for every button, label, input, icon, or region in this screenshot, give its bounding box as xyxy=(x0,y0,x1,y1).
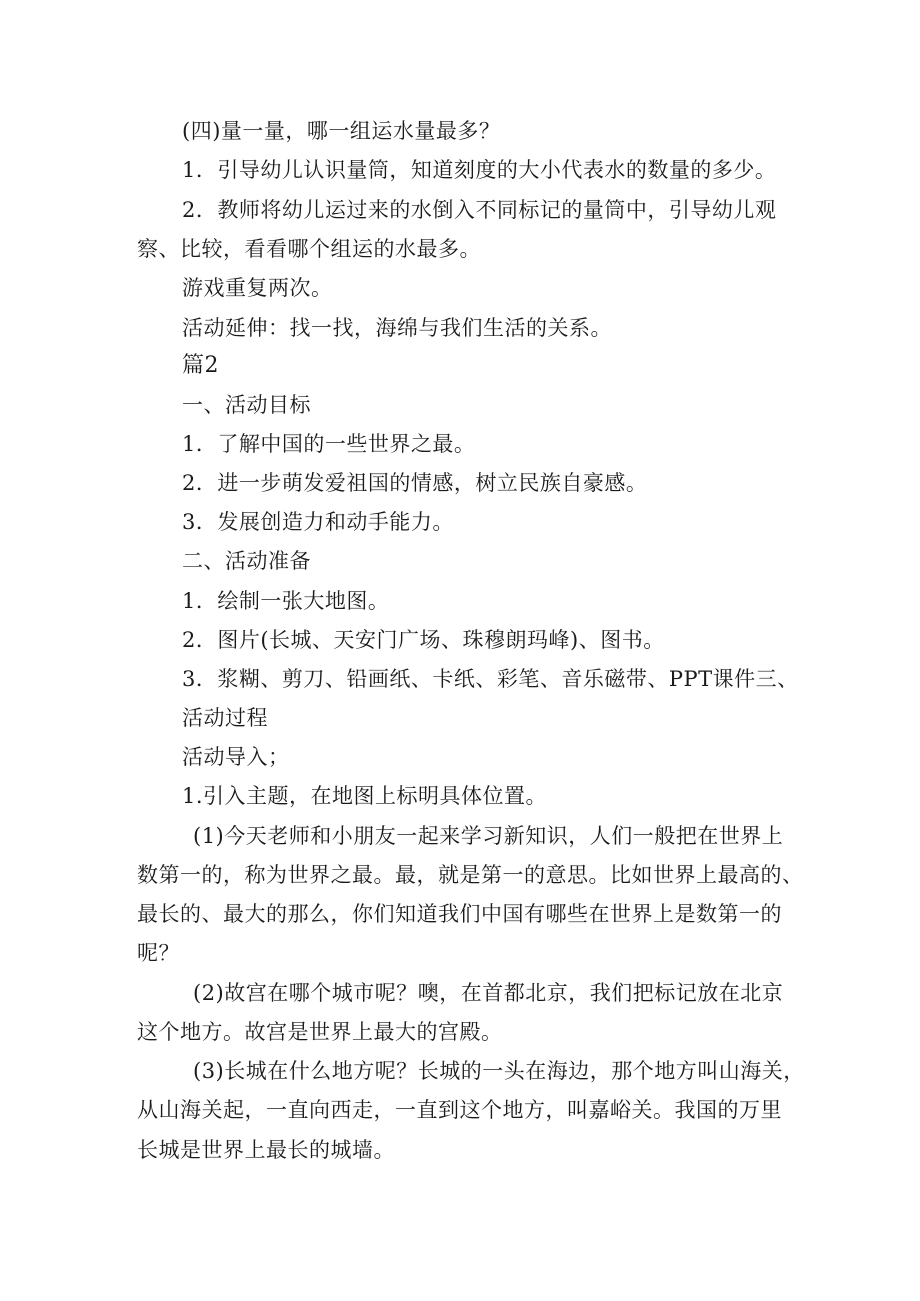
section-heading-measure: (四)量一量，哪一组运水量最多？ xyxy=(182,119,501,143)
paragraph-line: 2．教师将幼儿运过来的水倒入不同标记的量筒中，引导幼儿观 xyxy=(182,198,777,222)
paragraph-line: 活动导入； xyxy=(182,745,290,769)
paragraph-line: 察、比较，看看哪个组运的水最多。 xyxy=(137,237,481,261)
list-item: 1．了解中国的一些世界之最。 xyxy=(182,432,476,456)
paragraph-line: 1.引入主题，在地图上标明具体位置。 xyxy=(182,784,548,808)
section-heading-goals: 一、活动目标 xyxy=(182,393,311,417)
paragraph-line: 数第一的，称为世界之最。最，就是第一的意思。比如世界上最高的、 xyxy=(137,863,804,887)
list-item: 2．图片(长城、天安门广场、珠穆朗玛峰)、图书。 xyxy=(182,628,665,652)
paragraph-line: 游戏重复两次。 xyxy=(182,276,333,300)
paragraph-line: 这个地方。故宫是世界上最大的宫殿。 xyxy=(137,1020,503,1044)
paragraph-line: 呢？ xyxy=(137,941,180,965)
paragraph-line: (1)今天老师和小朋友一起来学习新知识，人们一般把在世界上 xyxy=(193,824,784,848)
chapter-heading: 篇2 xyxy=(182,353,219,378)
paragraph-line: (3)长城在什么地方呢？长城的一头在海边，那个地方叫山海关， xyxy=(193,1059,805,1083)
section-heading-preparation: 二、活动准备 xyxy=(182,549,311,573)
section-heading-process: 活动过程 xyxy=(182,706,268,730)
paragraph-line: 活动延伸：找一找，海绵与我们生活的关系。 xyxy=(182,316,612,340)
paragraph-line: (2)故宫在哪个城市呢？噢，在首都北京，我们把标记放在北京 xyxy=(193,981,784,1005)
list-item: 3．浆糊、剪刀、铅画纸、卡纸、彩笔、音乐磁带、PPT课件三、 xyxy=(182,667,799,691)
list-item: 1．绘制一张大地图。 xyxy=(182,589,390,613)
paragraph-line: 1．引导幼儿认识量筒，知道刻度的大小代表水的数量的多少。 xyxy=(182,158,777,182)
list-item: 2．进一步萌发爱祖国的情感，树立民族自豪感。 xyxy=(182,471,648,495)
paragraph-line: 长城是世界上最长的城墙。 xyxy=(137,1138,395,1162)
paragraph-line: 从山海关起，一直向西走，一直到这个地方，叫嘉峪关。我国的万里 xyxy=(137,1098,782,1122)
paragraph-line: 最长的、最大的那么，你们知道我们中国有哪些在世界上是数第一的 xyxy=(137,902,782,926)
list-item: 3．发展创造力和动手能力。 xyxy=(182,510,454,534)
